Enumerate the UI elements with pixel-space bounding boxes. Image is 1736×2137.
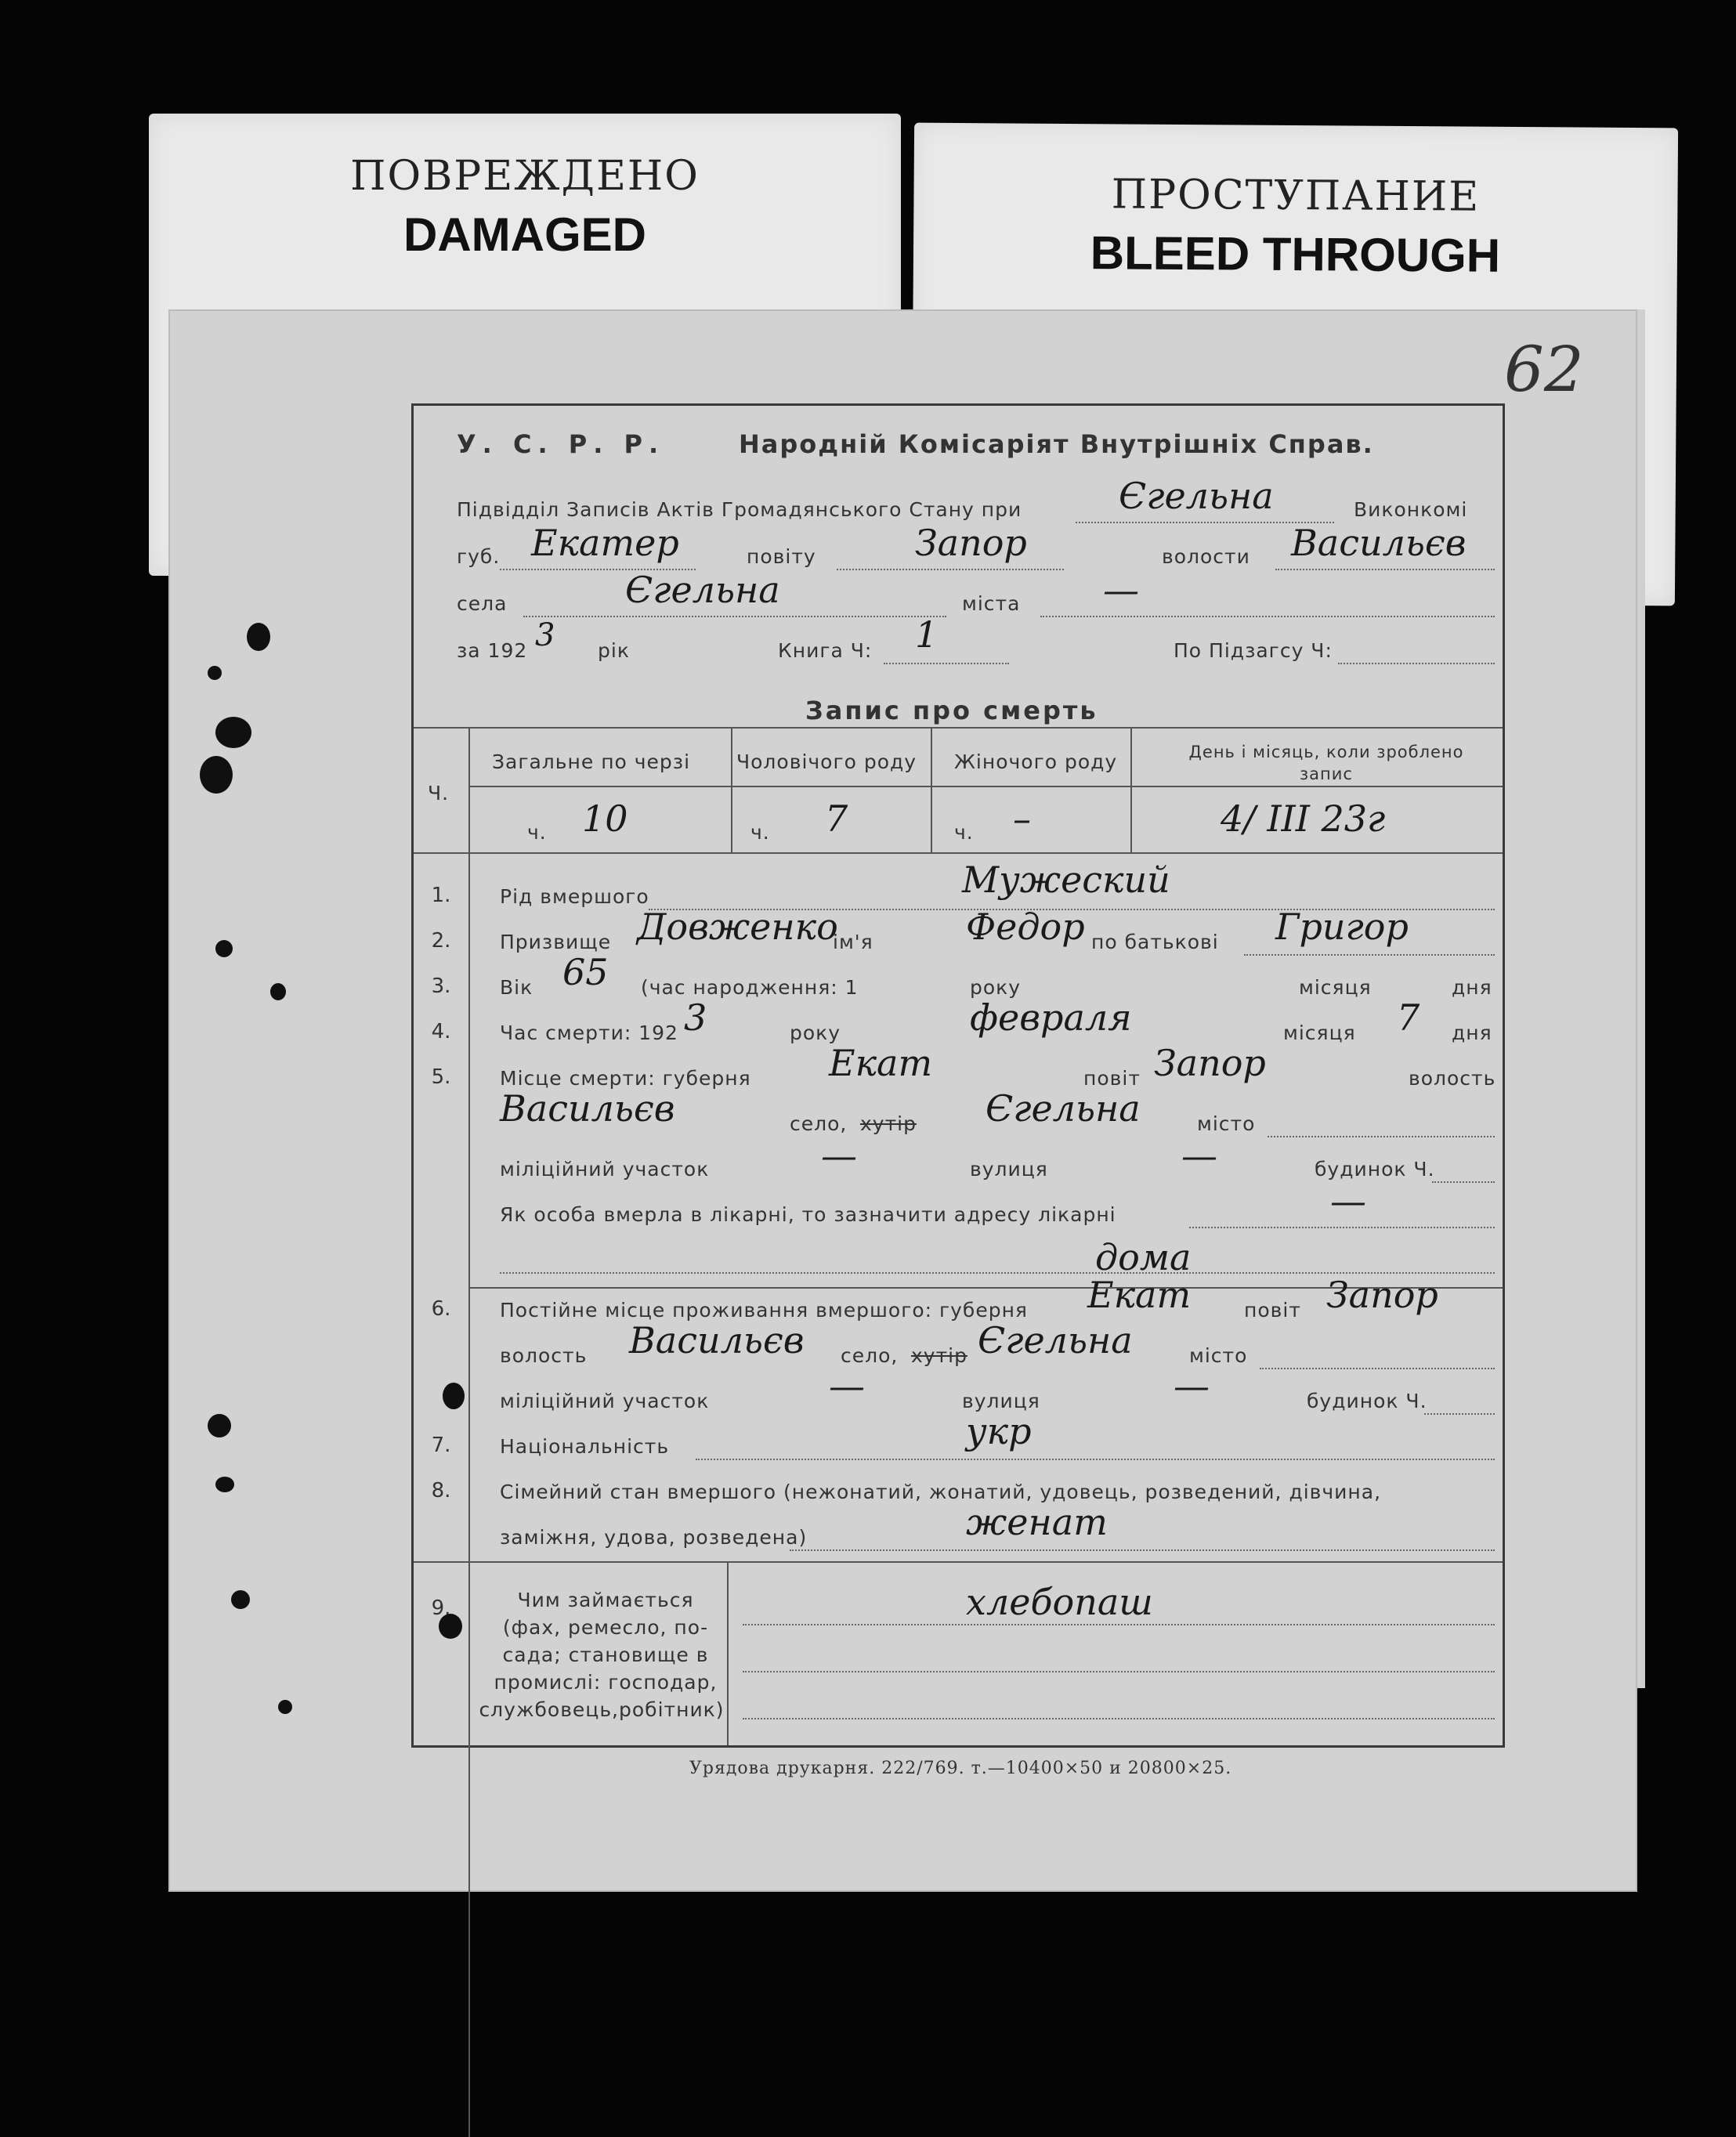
death-place-province-value: Екат	[829, 1042, 933, 1084]
female-count-value: –	[1013, 797, 1031, 840]
dotted-line	[1260, 1368, 1495, 1369]
table-header-divider	[468, 786, 1503, 787]
residence-street-label: вулиця	[962, 1390, 1040, 1412]
deceased-sex-label: Рід вмершого	[500, 885, 649, 908]
dotted-line	[1424, 1413, 1495, 1415]
patronymic-value: Григор	[1275, 906, 1409, 948]
residence-village-label: село,	[841, 1344, 899, 1367]
district-label: волости	[1162, 545, 1250, 568]
residence-district-label: волость	[500, 1344, 588, 1367]
table-bottom-border	[414, 852, 1503, 854]
female-column-header: Жіночого роду	[954, 750, 1118, 773]
year-value: 3	[535, 617, 555, 653]
birth-month-suffix: місяця	[1299, 976, 1372, 999]
dotted-line	[696, 1459, 1495, 1460]
occupation-value: хлебопаш	[966, 1581, 1153, 1623]
row-number-column-header: Ч.	[428, 782, 450, 805]
general-order-value: 10	[582, 797, 628, 840]
death-place-street-value: —	[1181, 1134, 1217, 1177]
death-place-province-label: Місце смерти: губерня	[500, 1067, 751, 1090]
male-column-header: Чоловічого роду	[736, 750, 917, 773]
province-label: губ.	[457, 545, 501, 568]
nationality-label: Національність	[500, 1435, 670, 1458]
dotted-line	[884, 663, 1009, 664]
year-suffix-label: рік	[598, 639, 630, 662]
dotted-line	[1040, 616, 1495, 617]
bleed-through-label-ru: ПРОСТУПАНИЕ	[1111, 171, 1481, 221]
bleed-through-label-en: BLEED THROUGH	[1090, 226, 1501, 282]
table-column-divider	[931, 727, 932, 852]
page-number: 62	[1504, 333, 1584, 406]
occupation-column-divider	[727, 1561, 729, 1745]
record-date-value: 4/ III 23г	[1221, 797, 1386, 840]
death-year-suffix: року	[790, 1021, 841, 1044]
residence-hamlet-label: хутір	[911, 1344, 967, 1367]
residence-district-value: Васильєв	[629, 1319, 805, 1361]
birth-year-suffix: року	[970, 976, 1022, 999]
death-year-value: 3	[684, 996, 707, 1039]
hospital-address-label: Як особа вмерла в лікарні, то зазначити адресу лікарні	[500, 1203, 1116, 1226]
nationality-value: укр	[966, 1410, 1032, 1452]
dotted-line	[1275, 569, 1495, 570]
dotted-line	[743, 1671, 1495, 1672]
punch-hole	[208, 666, 222, 680]
residence-police-precinct-label: міліційний участок	[500, 1390, 710, 1412]
punch-hole	[270, 983, 286, 1000]
punch-hole	[231, 1590, 250, 1609]
record-title: Запис про смерть	[805, 696, 1098, 725]
female-count-prefix: ч.	[954, 821, 974, 844]
death-place-county-label: повіт	[1083, 1067, 1141, 1090]
residence-province-label: Постійне місце проживання вмершого: губерня	[500, 1299, 1028, 1322]
death-place-village-label: село,	[790, 1112, 848, 1135]
city-value: —	[1103, 569, 1139, 611]
record-date-column-header: День і місяць, коли зроблено запис	[1188, 743, 1464, 783]
death-place-county-value: Запор	[1154, 1042, 1266, 1084]
dotted-line	[1338, 663, 1495, 664]
dotted-line	[743, 1718, 1495, 1719]
hospital-address-value: —	[1330, 1180, 1366, 1222]
occupation-label: сада; становище в	[502, 1643, 709, 1666]
table-top-border	[414, 727, 1503, 729]
dotted-line	[523, 616, 946, 617]
dotted-line	[1189, 1227, 1495, 1228]
surname-label: Призвище	[500, 931, 612, 953]
punch-hole	[215, 940, 233, 957]
residence-city-label: місто	[1189, 1344, 1248, 1367]
residence-police-precinct-value: —	[829, 1365, 865, 1407]
death-place-hamlet-label: хутір	[860, 1112, 917, 1135]
death-place-home-value: дома	[1095, 1236, 1192, 1278]
dotted-line	[1244, 954, 1495, 956]
general-order-column-header: Загальне по черзі	[492, 750, 691, 773]
death-place-street-label: вулиця	[970, 1158, 1048, 1181]
row-number: 6.	[431, 1297, 451, 1321]
form-frame	[411, 403, 1505, 1748]
dotted-line	[790, 1549, 1495, 1551]
damaged-label-en: DAMAGED	[403, 208, 646, 261]
district-value: Васильєв	[1291, 522, 1467, 564]
row-number: 1.	[431, 884, 451, 907]
death-month-suffix: місяця	[1283, 1021, 1356, 1044]
dotted-line	[837, 569, 1064, 570]
registry-office-value: Єгельна	[1119, 475, 1274, 517]
number-column-divider	[468, 727, 470, 2137]
residence-county-label: повіт	[1244, 1299, 1301, 1322]
section-divider	[414, 1561, 1503, 1563]
male-count-prefix: ч.	[750, 821, 770, 844]
general-order-prefix: ч.	[527, 821, 547, 844]
death-month-value: февраля	[970, 996, 1132, 1039]
death-place-police-precinct-value: —	[821, 1134, 857, 1177]
row-number: 4.	[431, 1020, 451, 1043]
death-place-district-label: волость	[1409, 1067, 1496, 1090]
death-place-police-precinct-label: міліційний участок	[500, 1158, 710, 1181]
row-number: 8.	[431, 1479, 451, 1502]
death-day-suffix: дня	[1452, 1021, 1492, 1044]
year-label: за 192	[457, 639, 528, 662]
male-count-value: 7	[825, 797, 848, 840]
county-label: повіту	[747, 545, 816, 568]
ussr-heading: У. С. Р. Р.	[457, 429, 665, 459]
residence-street-value: —	[1174, 1365, 1210, 1407]
death-place-district-value: Васильєв	[500, 1087, 675, 1130]
dotted-line	[1268, 1136, 1495, 1137]
death-place-building-label: будинок Ч.	[1315, 1158, 1435, 1181]
city-label: міста	[962, 592, 1021, 615]
table-column-divider	[1130, 727, 1132, 852]
printer-imprint: Урядова друкарня. 222/769. т.—10400×50 и 20800×25.	[689, 1759, 1232, 1778]
punch-hole	[278, 1700, 292, 1714]
book-number-value: 1	[915, 613, 939, 656]
row-number: 3.	[431, 974, 451, 998]
deceased-sex-value: Мужеский	[962, 859, 1170, 901]
village-value: Єгельна	[625, 569, 780, 611]
dotted-line	[743, 1624, 1495, 1625]
residence-village-value: Єгельна	[978, 1319, 1133, 1361]
row-number: 5.	[431, 1065, 451, 1089]
executive-committee-label: Виконкомі	[1354, 498, 1468, 521]
punch-hole	[200, 756, 233, 794]
sub-registry-number-label: По Підзагсу Ч:	[1174, 639, 1333, 662]
surname-value: Довженко	[637, 906, 838, 948]
row-number: 9.	[431, 1596, 451, 1620]
marital-status-value: женат	[966, 1501, 1108, 1543]
punch-hole	[208, 1414, 231, 1437]
age-label: Вік	[500, 976, 533, 999]
death-place-city-label: місто	[1197, 1112, 1256, 1135]
row-number: 2.	[431, 929, 451, 953]
birth-day-suffix: дня	[1452, 976, 1492, 999]
table-column-divider	[731, 727, 732, 852]
first-name-value: Федор	[966, 906, 1085, 948]
first-name-label: ім'я	[833, 931, 873, 953]
book-number-label: Книга Ч:	[778, 639, 873, 662]
death-date-label: Час смерти: 192	[500, 1021, 678, 1044]
punch-hole	[215, 717, 251, 748]
death-place-village-value: Єгельна	[986, 1087, 1141, 1130]
punch-hole	[247, 623, 270, 651]
registry-office-label: Підвідділ Записів Актів Громадянського Стану при	[457, 498, 1022, 521]
marital-status-label-continued: заміжня, удова, розведена)	[500, 1526, 808, 1549]
county-value: Запор	[915, 522, 1027, 564]
province-value: Екатер	[531, 522, 679, 564]
marital-status-label: Сімейний стан вмершого (нежонатий, жонатий, удовець, розведений, дівчина,	[500, 1481, 1382, 1503]
residence-county-value: Запор	[1326, 1274, 1438, 1316]
village-label: села	[457, 592, 508, 615]
age-value: 65	[562, 951, 609, 993]
dotted-line	[1432, 1181, 1495, 1183]
row-number: 7.	[431, 1434, 451, 1457]
residence-province-value: Екат	[1087, 1274, 1192, 1316]
patronymic-label: по батькові	[1091, 931, 1219, 953]
occupation-label: промислі: господар,	[494, 1671, 718, 1694]
damaged-label-ru: ПОВРЕЖДЕНО	[350, 153, 700, 200]
death-day-value: 7	[1397, 996, 1420, 1039]
residence-building-label: будинок Ч.	[1307, 1390, 1427, 1412]
birth-date-label: (час народження: 1	[641, 976, 859, 999]
punch-hole	[215, 1477, 234, 1492]
commissariat-heading: Народній Комісаріят Внутрішніх Справ.	[739, 429, 1374, 459]
occupation-label: Чим займається	[517, 1589, 694, 1611]
occupation-label: (фах, ремесло, по-	[502, 1616, 709, 1639]
occupation-label: службовець,робітник)	[479, 1698, 725, 1721]
